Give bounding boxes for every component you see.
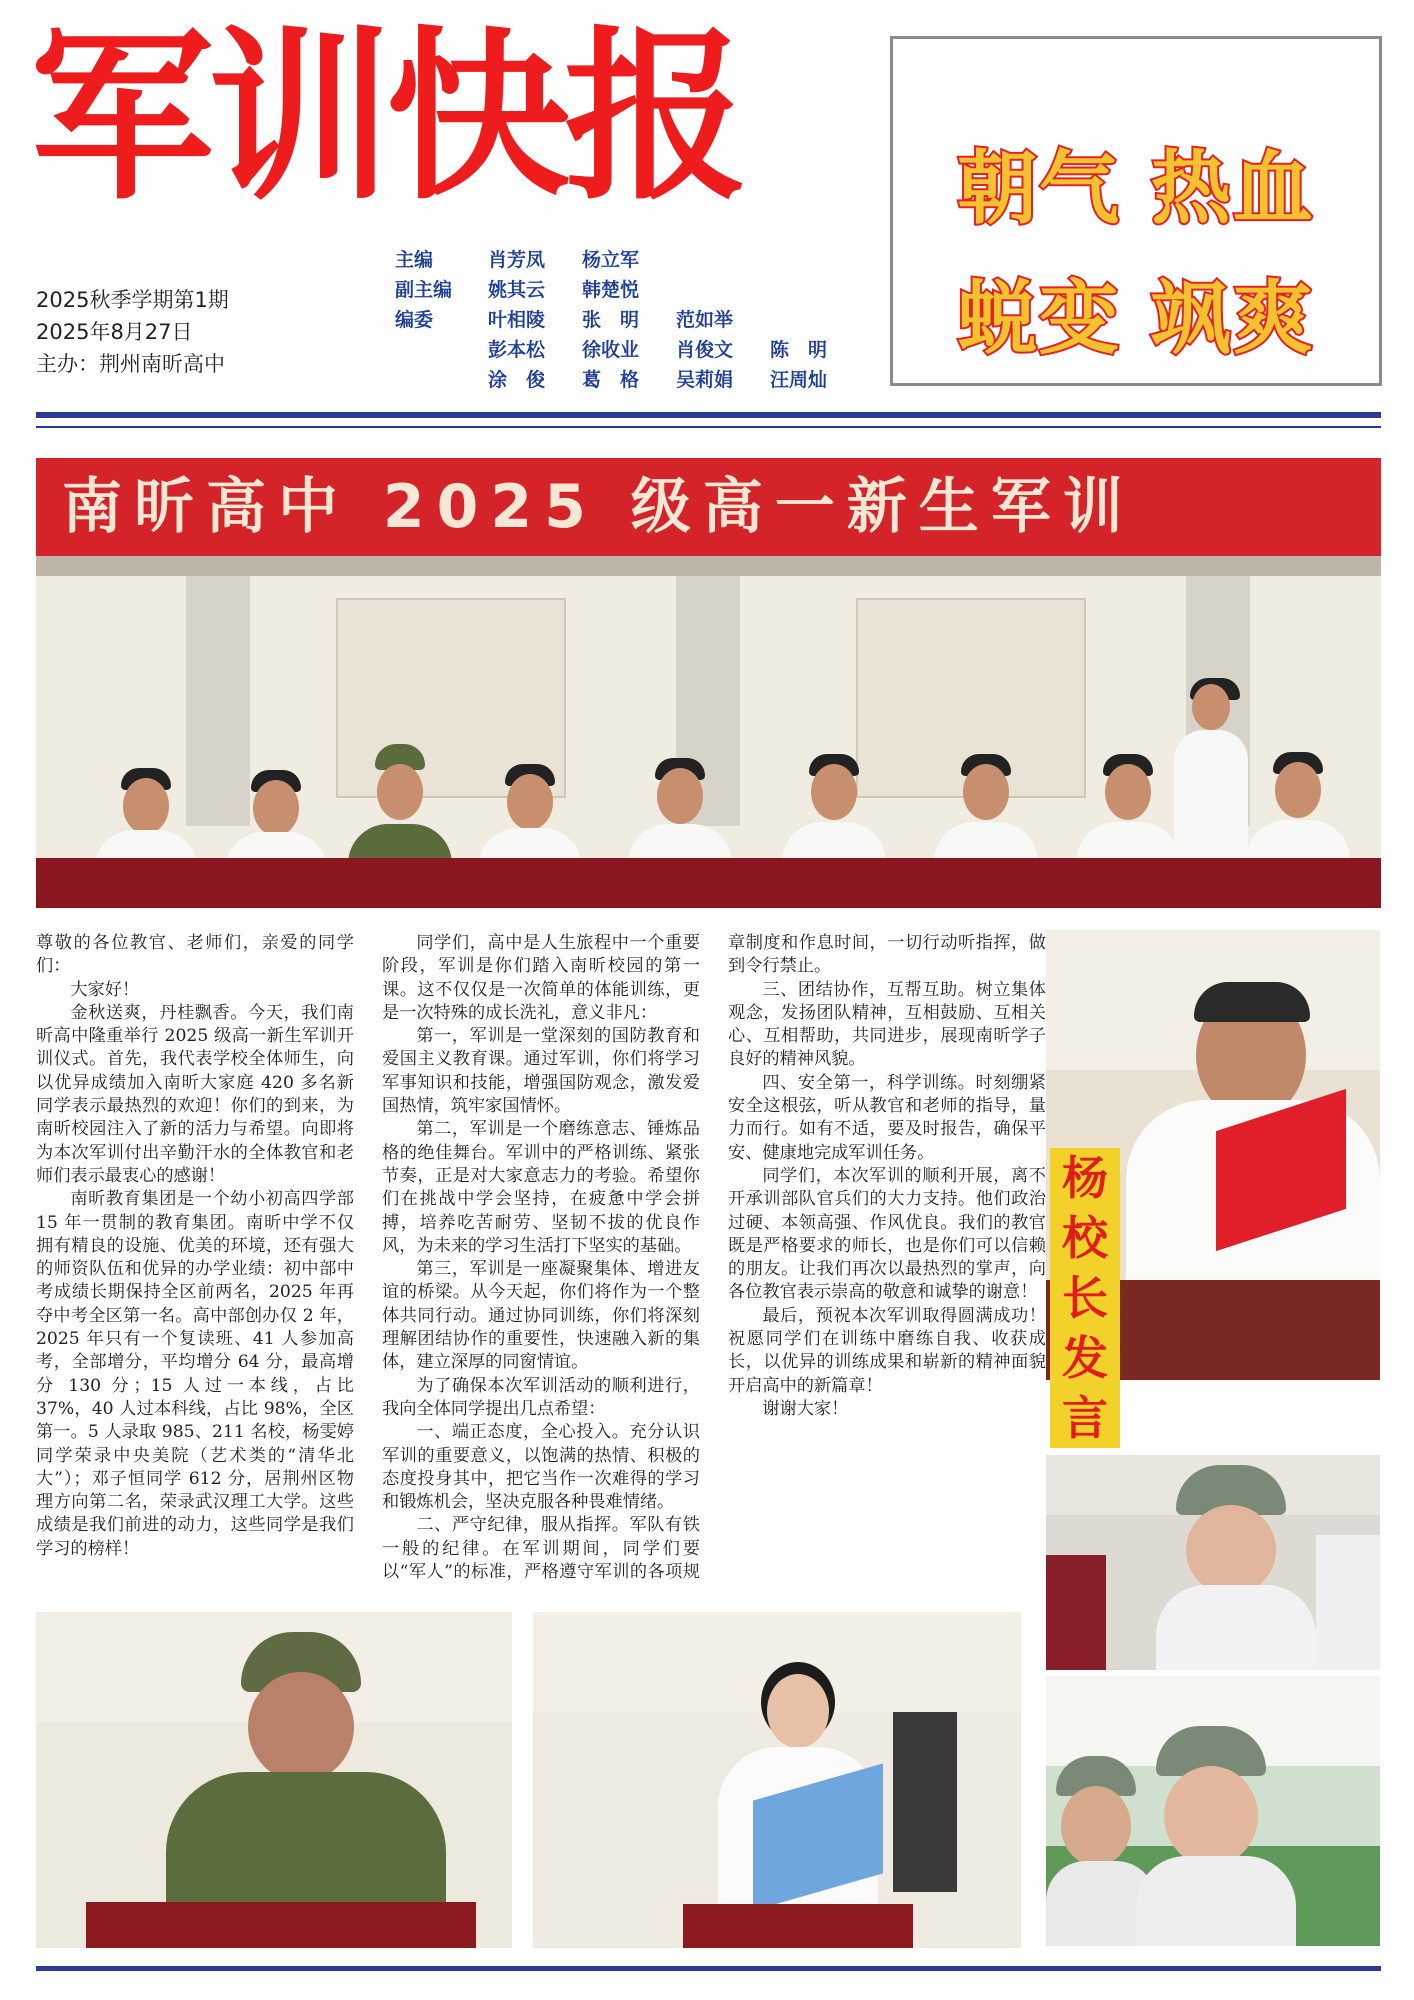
editor-row [395, 335, 864, 365]
article-paragraph: 尊敬的各位教官、老师们，亲爱的同学们： [36, 933, 354, 977]
article-paragraph: 为了确保本次军训活动的顺利进行，我向全体同学提出几点希望： [382, 1375, 700, 1419]
speech-article [36, 932, 1046, 1592]
principal-label-char: 长 [1062, 1271, 1108, 1325]
editor-role: 编委 [395, 309, 434, 331]
organizer: 主办：荆州南昕高中 [36, 352, 225, 376]
editor-name: 叶相陵 [488, 309, 546, 331]
editor-name: 徐收业 [582, 339, 640, 361]
issue-date: 2025年8月27日 [36, 320, 193, 344]
editorial-board [395, 245, 864, 395]
issue-info [36, 284, 229, 380]
editor-name: 吴莉娟 [676, 369, 734, 391]
masthead-title: 军训快报 [30, 11, 743, 225]
issue-number: 2025秋季学期第1期 [36, 288, 229, 312]
slogan-line-1: 朝气 热血 [957, 142, 1315, 235]
editor-name: 汪周灿 [770, 369, 828, 391]
article-paragraph: 大家好！ [70, 979, 140, 1000]
editor-role: 副主编 [395, 279, 453, 301]
hero-photo-ceremony [36, 458, 1381, 908]
article-paragraph: 第三，军训是一座凝聚集体、增进友谊的桥梁。从今天起，你们将作为一个整体共同行动。通过协同训练，你们将深刻理解团结协作的重要性，快速融入新的集体，建立深厚的同窗情谊。 [382, 1259, 700, 1373]
editor-name: 范如举 [676, 309, 734, 331]
editor-role: 主编 [395, 249, 434, 271]
article-paragraph: 金秋送爽，丹桂飘香。今天，我们南昕高中隆重举行 2025 级高一新生军训开训仪式。首先，我代表学校全体师生，向以优异成绩加入南昕大家庭 420 多名新同学表示最热烈的欢迎！你们的到来，为南昕校园注入了新的活力与希望。向即将为本次军训付出辛勤汗水的全体教官和老师们表示最衷心的感谢！ [36, 1002, 354, 1186]
slogan-box [890, 36, 1382, 386]
header-rule-thick [36, 412, 1381, 418]
editor-name: 肖芳凤 [488, 249, 546, 271]
photo-host-speech [533, 1612, 1021, 1948]
editor-name: 杨立军 [582, 249, 640, 271]
article-paragraph: 同学们，高中是人生旅程中一个重要阶段，军训是你们踏入南昕校园的第一课。这不仅仅是一次简单的体能训练，更是一次特殊的成长洗礼，意义非凡： [382, 933, 700, 1023]
photo-students-closeup [1046, 1676, 1380, 1946]
hero-banner: 南昕高中 2025 级高一新生军训 [36, 458, 1381, 556]
editor-row [395, 275, 864, 305]
header-rule-thin [36, 426, 1381, 428]
footer-rule [36, 1966, 1381, 1971]
editor-name: 肖俊文 [676, 339, 734, 361]
article-paragraph: 三、团结协作，互帮互助。树立集体观念，发扬团队精神，互相鼓励、互相关心、互相帮助，共同进步，展现南昕学子良好的精神风貌。 [728, 979, 1046, 1070]
principal-speech-label [1050, 1148, 1120, 1448]
article-paragraph: 第二，军训是一个磨练意志、锤炼品格的绝佳舞台。军训中的严格训练、紧张节奏，正是对大家意志力的考验。希望你们在挑战中学会坚持，在疲惫中学会拼搏，培养吃苦耐劳、坚韧不拔的优良作风，为未来的学习生活打下坚实的基础。 [382, 1119, 700, 1256]
article-paragraph: 最后，预祝本次军训取得圆满成功！祝愿同学们在训练中磨练自我、收获成长，以优异的训练成果和崭新的精神面貌开启高中的新篇章！ [728, 1305, 1046, 1396]
principal-label-char: 发 [1062, 1331, 1108, 1385]
editor-name: 涂 俊 [488, 369, 546, 391]
editor-row [395, 305, 864, 335]
editor-name: 陈 明 [770, 339, 828, 361]
editor-name: 葛 格 [582, 369, 640, 391]
editor-name: 姚其云 [488, 279, 546, 301]
editor-name: 彭本松 [488, 339, 546, 361]
principal-label-char: 言 [1062, 1391, 1108, 1445]
principal-label-char: 校 [1062, 1211, 1108, 1265]
article-paragraph: 四、安全第一，科学训练。时刻绷紧安全这根弦，听从教官和老师的指导，量力而行。如有不适，要及时报告，确保平安、健康地完成军训任务。 [728, 1072, 1046, 1163]
editor-name: 韩楚悦 [582, 279, 640, 301]
article-paragraph: 南昕教育集团是一个幼小初高四学部 15 年一贯制的教育集团。南昕中学不仅拥有精良的设施、优美的环境，还有强大的师资队伍和优异的办学业绩：初中部中考成绩长期保持全区前两名，2025 年再夺中考全区第一名。高中部创办仅 2 年，2025 年只有一个复读班、41 人参加高考，全部增分，平均增分 64 分，最高增分 130 分；15 人过一本线，占比 37%，40 人过本科线，占比 98%，全区第一。5 人录取 985、211 名校，杨雯婷同学荣录中央美院（艺术类的“清华北大”）；邓子恒同学 612 分，居荆州区物理方向第二名，荣录武汉理工大学。这些成绩是我们前进的动力，这些同学是我们学习的榜样！ [36, 1189, 354, 1559]
photo-students-formation [1046, 1455, 1380, 1670]
editor-row [395, 245, 864, 275]
editor-role [395, 335, 488, 365]
article-paragraph: 一、端正态度，全心投入。充分认识军训的重要意义，以饱满的热情、积极的态度投身其中，把它当作一次难得的学习和锻炼机会，坚决克服各种畏难情绪。 [382, 1422, 700, 1513]
slogan-line-2: 蜕变 飒爽 [957, 272, 1315, 365]
head-table [36, 858, 1381, 908]
article-paragraph: 同学们，本次军训的顺利开展，离不开承训部队官兵们的大力支持。他们政治过硬、本领高强、作风优良。我们的教官既是严格要求的师长，也是你们可以信赖的朋友。让我们再次以最热烈的掌声，向各位教官表示崇高的敬意和诚挚的谢意！ [728, 1165, 1046, 1303]
photo-officer-speech [36, 1612, 512, 1948]
article-paragraph: 谢谢大家！ [762, 1398, 849, 1419]
article-paragraph: 二、严守纪律，服从指挥。军队有铁一般的纪律。在军训期间，同学们要以“军人”的标准，严格遵守军训的各项规章制度和作息时间，一切行动听指挥，做到令行禁止。 [382, 933, 1046, 1583]
editor-row [395, 365, 864, 395]
article-paragraph: 第一，军训是一堂深刻的国防教育和爱国主义教育课。通过军训，你们将学习军事知识和技能，增强国防观念，激发爱国热情，筑牢家国情怀。 [382, 1026, 700, 1117]
editor-name: 张 明 [582, 309, 640, 331]
principal-label-char: 杨 [1062, 1151, 1108, 1205]
editor-role [395, 365, 488, 395]
